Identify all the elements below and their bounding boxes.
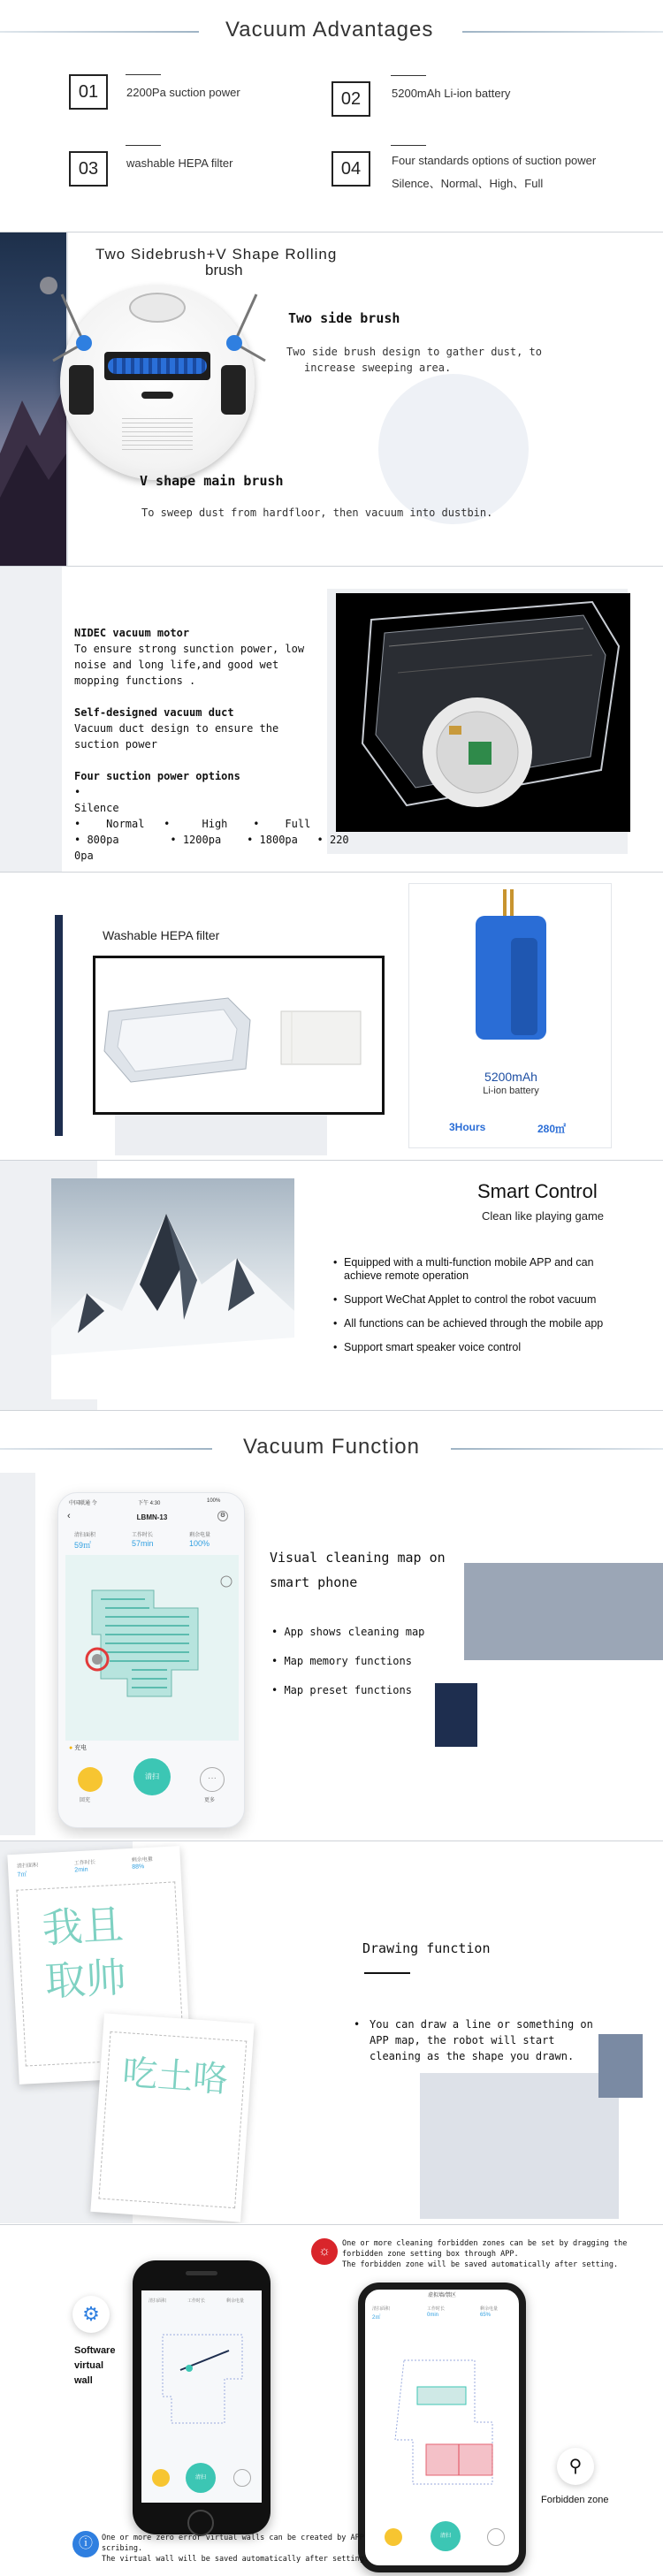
drawn-characters-2: 吃土咯: [120, 2052, 230, 2101]
wall-label-2: virtual: [74, 2360, 104, 2371]
recharge-label: 回充: [80, 1798, 91, 1803]
card-stat-value: 2min: [74, 1866, 88, 1874]
options-row: • Normal • High • Full: [74, 818, 311, 830]
more-label: 更多: [204, 1798, 216, 1803]
battery-svg: [462, 889, 560, 1040]
deco-block: [0, 567, 62, 872]
hepa-svg: [95, 958, 382, 1112]
v-brush-desc: To sweep dust from hardfloor, then vacuum into dustbin.: [141, 507, 493, 519]
battery-type: Li-ion battery: [483, 1086, 539, 1096]
duct-line-1: Vacuum duct design to ensure the: [74, 722, 279, 735]
settings-icon[interactable]: ⚙: [217, 1511, 228, 1521]
battery-area: 280㎡: [537, 1123, 567, 1135]
deco-line: [391, 145, 426, 146]
phone-speaker: [186, 2271, 217, 2275]
stat-value-battery: 100%: [189, 1539, 210, 1548]
battery-capacity: 5200mAh: [484, 1070, 537, 1084]
lightbulb-icon: ☼: [311, 2238, 338, 2265]
options-title: Four suction power options: [74, 770, 240, 782]
bullet-text: Equipped with a multi-function mobile APP and can achieve remote operation: [344, 1256, 594, 1282]
options-tail: 0pa: [74, 850, 94, 862]
function-title: Vacuum Function: [243, 1435, 420, 1459]
duct-line-2: suction power: [74, 738, 157, 751]
brush-title-1: Two Sidebrush+V Shape Rolling: [95, 246, 338, 263]
drawn-characters-1: 我且取帅: [41, 1900, 128, 2006]
smart-title: Smart Control: [477, 1180, 598, 1202]
status-battery: 100%: [207, 1498, 221, 1504]
card-stat-value: 88%: [132, 1863, 145, 1871]
mountain-photo: [51, 1178, 294, 1399]
phone-right-clean-button[interactable]: 清扫: [431, 2521, 461, 2551]
adv-text-02: 5200mAh Li-ion battery: [392, 87, 511, 100]
map-bullet-3: • Map preset functions: [271, 1684, 412, 1696]
card-stat-label: 工作时长: [73, 1860, 96, 1867]
clean-button[interactable]: 清扫: [133, 1758, 171, 1795]
deco-circle: [378, 374, 529, 524]
stat-label-battery: 剩余电量: [189, 1533, 211, 1538]
phone-stat-label: 工作时长: [427, 2306, 446, 2312]
bullet-text: Map memory functions: [284, 1655, 412, 1667]
note-top-line-3: The forbidden zone will be saved automatically after setting.: [342, 2260, 619, 2269]
stat-value-area: 59㎡: [74, 1541, 92, 1550]
drawing-desc-1: You can draw a line or something on: [370, 2018, 593, 2031]
motor-section: [0, 567, 663, 872]
adv-num-01: 01: [69, 74, 108, 110]
bullet-text: Support smart speaker voice control: [344, 1341, 522, 1353]
forbidden-label: Forbidden zone: [541, 2495, 609, 2505]
adv-text-01: 2200Pa suction power: [126, 86, 240, 99]
title-rule-left: [0, 1448, 212, 1450]
snow-mountain-svg: [51, 1178, 294, 1399]
bullet-text: App shows cleaning map: [284, 1626, 425, 1638]
stat-label-time: 工作时长: [132, 1533, 154, 1538]
wall-label-1: Software: [74, 2345, 116, 2356]
drawing-card-2: [90, 2013, 254, 2222]
status-time: 下午 4:30: [138, 1501, 161, 1506]
side-brush-desc-2: increase sweeping area.: [304, 362, 452, 374]
virtual-wall-section: [0, 2225, 663, 2576]
options-dot: •: [74, 786, 81, 798]
phone-right-title: 虚拟墙/禁区: [428, 2293, 456, 2298]
side-brush-svg: [49, 277, 270, 383]
note-top-line-2: forbidden zone setting box through APP.: [342, 2250, 519, 2259]
phone-left-more-button[interactable]: [233, 2469, 251, 2487]
options-values: • 800pa • 1200pa • 1800pa • 220: [74, 834, 349, 846]
adv-num-04: 04: [332, 151, 370, 187]
bullet-text: Map preset functions: [284, 1684, 412, 1696]
smart-bullet: • Support WeChat Applet to control the robot vacuum: [333, 1293, 597, 1306]
function-section: [0, 1411, 663, 1839]
map-title-1: Visual cleaning map on: [270, 1550, 446, 1566]
note-bottom-line-1: One or more zero error virtual walls can be created by APP: [102, 2534, 364, 2542]
note-top-line-1: One or more cleaning forbidden zones can be set by dragging the: [342, 2239, 628, 2248]
drawing-bullet: •: [354, 2018, 361, 2031]
adv-num-02: 02: [332, 81, 370, 117]
phone-stat-label: 清扫面积: [372, 2306, 391, 2312]
side-brush-desc-1: Two side brush design to gather dust, to: [286, 346, 542, 358]
accent-bar: [55, 915, 63, 1136]
advantages-section: [0, 0, 663, 232]
nidec-line-2: noise and long life,and good wet: [74, 659, 279, 671]
v-brush-title: V shape main brush: [140, 473, 284, 489]
side-brush-title: Two side brush: [288, 310, 400, 326]
battery-card: [408, 883, 612, 1148]
brush-section: [0, 232, 663, 566]
duct-title: Self-designed vacuum duct: [74, 706, 234, 719]
smart-bullet: • Support smart speaker voice control: [333, 1341, 522, 1353]
map-bullet-1: • App shows cleaning map: [271, 1626, 425, 1638]
more-button[interactable]: ···: [200, 1767, 225, 1792]
smart-bullet: • Equipped with a multi-function mobile APP and can achieve remote operation: [333, 1256, 594, 1282]
phone-right-more-button[interactable]: [487, 2528, 505, 2546]
drawing-title: Drawing function: [362, 1940, 491, 1956]
caster: [141, 392, 173, 399]
nidec-line-1: To ensure strong sunction power, low: [74, 643, 305, 655]
adv-num-03: 03: [69, 151, 108, 187]
map-bullet-2: • Map memory functions: [271, 1655, 412, 1667]
phone-stat-value: 0min: [427, 2313, 439, 2318]
drawing-desc-3: cleaning as the shape you drawn.: [370, 2050, 575, 2062]
smart-bullets: [333, 1256, 634, 1354]
drawing-section: [0, 1841, 663, 2223]
hepa-section: [0, 873, 663, 1160]
note-top: [342, 2238, 627, 2270]
card-stat-value: 7㎡: [17, 1871, 27, 1879]
adv-text-04: Four standards options of suction power: [392, 154, 597, 167]
hepa-image: [93, 956, 385, 1115]
phone-stat-label: 工作时长: [187, 2298, 206, 2304]
phone-stat-label: 剩余电量: [480, 2306, 499, 2312]
phone-right-recharge-button[interactable]: [385, 2528, 402, 2546]
deco-block: [598, 2034, 643, 2098]
nidec-line-3: mopping functions .: [74, 674, 196, 687]
deco-line: [126, 145, 161, 146]
hepa-label: Washable HEPA filter: [103, 928, 220, 942]
dustbin-svg: [336, 593, 630, 832]
phone-stat-value: 2㎡: [372, 2315, 381, 2321]
options-silence: Silence: [74, 802, 119, 814]
title-rule-left: [0, 31, 199, 33]
smart-bullet: • All functions can be achieved through the mobile app: [333, 1317, 604, 1330]
microscope-icon: ⚲: [557, 2448, 594, 2485]
deco-line: [364, 1972, 410, 1974]
phone-left-recharge-button[interactable]: [152, 2469, 170, 2487]
status-carrier: 中国联通 令: [69, 1501, 97, 1506]
bullet-text: Support WeChat Applet to control the robot vacuum: [344, 1293, 597, 1306]
note-bottom: [102, 2533, 369, 2565]
card-stat-label: 剩余电量: [131, 1856, 154, 1863]
phone-stat-label: 清扫面积: [149, 2298, 167, 2304]
recharge-button[interactable]: [78, 1767, 103, 1792]
nidec-title: NIDEC vacuum motor: [74, 627, 190, 639]
label-sticker: [122, 418, 193, 453]
adv-sub-04: Silence、Normal、High、Full: [392, 177, 544, 190]
phone-left-clean-button[interactable]: 清扫: [186, 2463, 216, 2493]
forbidden-zone-map: [369, 2325, 515, 2511]
gear-icon: ⚙: [72, 2296, 110, 2333]
deco-line: [391, 75, 426, 76]
brush-title-2: brush: [205, 262, 243, 278]
map-title-2: smart phone: [270, 1574, 358, 1590]
wall-label-3: wall: [74, 2375, 93, 2386]
deco-line: [126, 74, 161, 75]
note-bottom-line-3: The virtual wall will be saved automatically after setting.: [102, 2555, 369, 2564]
note-bottom-line-2: scribing.: [102, 2544, 143, 2553]
cleaning-map: [65, 1555, 239, 1741]
phone-mockup: [57, 1492, 245, 1828]
charging-text: 充电: [74, 1745, 88, 1751]
smart-subtitle: Clean like playing game: [482, 1209, 605, 1223]
deco-block: [464, 1563, 663, 1660]
motor-text: [74, 625, 349, 864]
charging-status: ● 充电: [69, 1745, 88, 1751]
info-icon: ⓘ: [72, 2531, 99, 2557]
battery-hours: 3Hours: [449, 1121, 486, 1133]
dustbin-image: [336, 593, 630, 832]
drawing-desc-2: APP map, the robot will start: [370, 2034, 555, 2046]
back-icon[interactable]: ‹: [67, 1511, 71, 1521]
advantages-title: Vacuum Advantages: [225, 18, 434, 42]
phone-right: [358, 2283, 526, 2572]
stat-label-area: 清扫面积: [74, 1533, 96, 1538]
stat-value-time: 57min: [132, 1539, 154, 1548]
phone-stat-label: 剩余电量: [226, 2298, 245, 2304]
deco-block: [420, 2073, 619, 2219]
adv-text-03: washable HEPA filter: [126, 156, 233, 170]
phone-left: [133, 2260, 271, 2534]
phone-left-screen: [141, 2290, 262, 2503]
card-stat-label: 清扫面积: [16, 1863, 39, 1870]
title-rule-right: [451, 1448, 663, 1450]
phone-stat-value: 65%: [480, 2313, 492, 2318]
deco-block: [0, 1473, 35, 1835]
bullet-text: All functions can be achieved through the mobile app: [344, 1317, 604, 1330]
smart-control-section: [0, 1161, 663, 1410]
virtual-wall-map: [145, 2317, 258, 2458]
device-name: LBMN-13: [136, 1513, 168, 1521]
title-rule-right: [462, 31, 663, 33]
deco-block: [435, 1683, 477, 1747]
